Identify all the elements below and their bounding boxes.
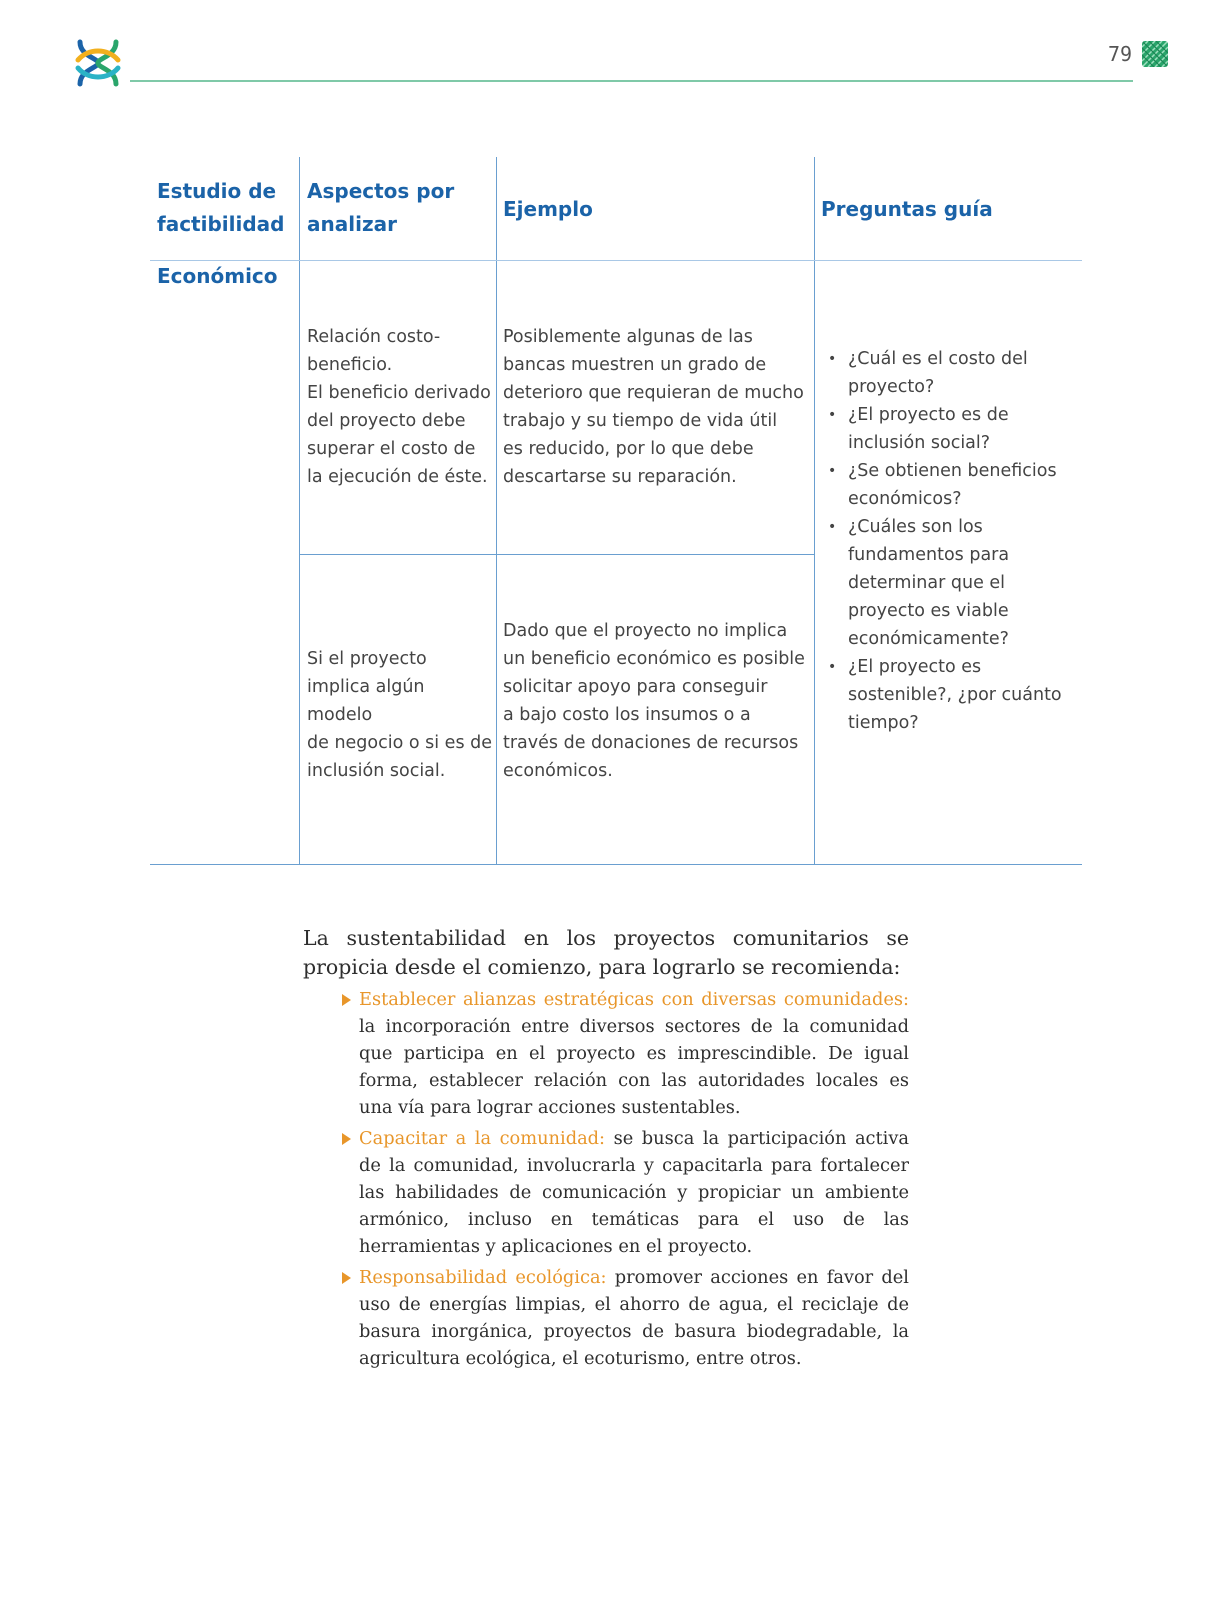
table-divider <box>496 157 497 865</box>
intro-paragraph: La sustentabilidad en los proyectos comunitarios se propicia desde el comienzo, para lograrlo se recomienda: <box>303 926 909 979</box>
bullet-lead: Responsabilidad ecológica: <box>359 1267 607 1288</box>
row2-aspect: Si el proyecto implica algún modelo de negocio o si es de inclusión social. <box>307 649 492 781</box>
list-item: • ¿Cuál es el costo del proyecto? <box>818 345 1080 401</box>
row2-example: Dado que el proyecto no implica un beneficio económico es posible solicitar apoyo para conseguir a bajo costo los insumos o a través de donaciones de recursos económicos. <box>503 621 805 781</box>
header-rule <box>130 80 1133 82</box>
list-item: • ¿El proyecto es de inclusión social? <box>818 401 1080 457</box>
arrow-bullet-icon <box>342 1133 351 1145</box>
table-header-rule <box>150 260 1082 261</box>
body-text <box>303 924 909 1376</box>
header-guide-questions: Preguntas guía <box>821 197 993 221</box>
table-bottom-rule <box>150 864 1082 865</box>
guide-questions-list <box>818 345 1080 737</box>
bullet-text: la incorporación entre diversos sectores de la comunidad que participa en el proyecto es imprescindible. De igual forma, establecer relación con las autoridades locales es una vía para lograr acciones sustentables. <box>359 1016 909 1118</box>
header-aspects: Aspectos por analizar <box>307 179 455 236</box>
bullet-lead: Establecer alianzas estratégicas con diversas comunidades: <box>359 989 909 1010</box>
list-item: • ¿Se obtienen beneficios económicos? <box>818 457 1080 513</box>
category-economic: Económico <box>157 264 278 288</box>
list-item <box>359 1264 909 1372</box>
bullet-text: promover acciones en favor del uso de energías limpias, el ahorro de agua, el reciclaje de basura inorgánica, proyectos de basura biodegradable, la agricultura ecológica, el ecoturismo, entre otros. <box>359 1267 909 1369</box>
recommendations-list <box>303 986 909 1372</box>
green-pattern-icon <box>1142 41 1168 67</box>
list-item <box>359 986 909 1121</box>
row1-example: Posiblemente algunas de las bancas muestren un grado de deterioro que requieran de mucho trabajo y su tiempo de vida útil es reducido, por lo que debe descartarse su reparación. <box>503 327 804 487</box>
bullet-text: se busca la participación activa de la comunidad, involucrarla y capacitarla para fortalecer las habilidades de comunicación y propiciar un ambiente armónico, incluso en temáticas para el uso de las herramientas y aplicaciones en el proyecto. <box>359 1128 909 1257</box>
table-divider <box>814 157 815 865</box>
row1-aspect: Relación costo- beneficio. El beneficio derivado del proyecto debe superar el costo de la ejecución de éste. <box>307 327 491 487</box>
table-row-rule <box>299 554 814 555</box>
arrow-bullet-icon <box>342 1272 351 1284</box>
header-example: Ejemplo <box>503 197 593 221</box>
list-item: • ¿El proyecto es sostenible?, ¿por cuánto tiempo? <box>818 653 1080 737</box>
interlocking-rings-icon <box>74 38 122 88</box>
feasibility-table <box>150 157 1082 865</box>
list-item <box>359 1125 909 1260</box>
bullet-lead: Capacitar a la comunidad: <box>359 1128 606 1149</box>
list-item: • ¿Cuáles son los fundamentos para determinar que el proyecto es viable económicamente? <box>818 513 1080 653</box>
arrow-bullet-icon <box>342 994 351 1006</box>
header-feasibility-study: Estudio de factibilidad <box>157 179 285 236</box>
table-divider <box>299 157 300 865</box>
page-number: 79 <box>1108 42 1133 66</box>
